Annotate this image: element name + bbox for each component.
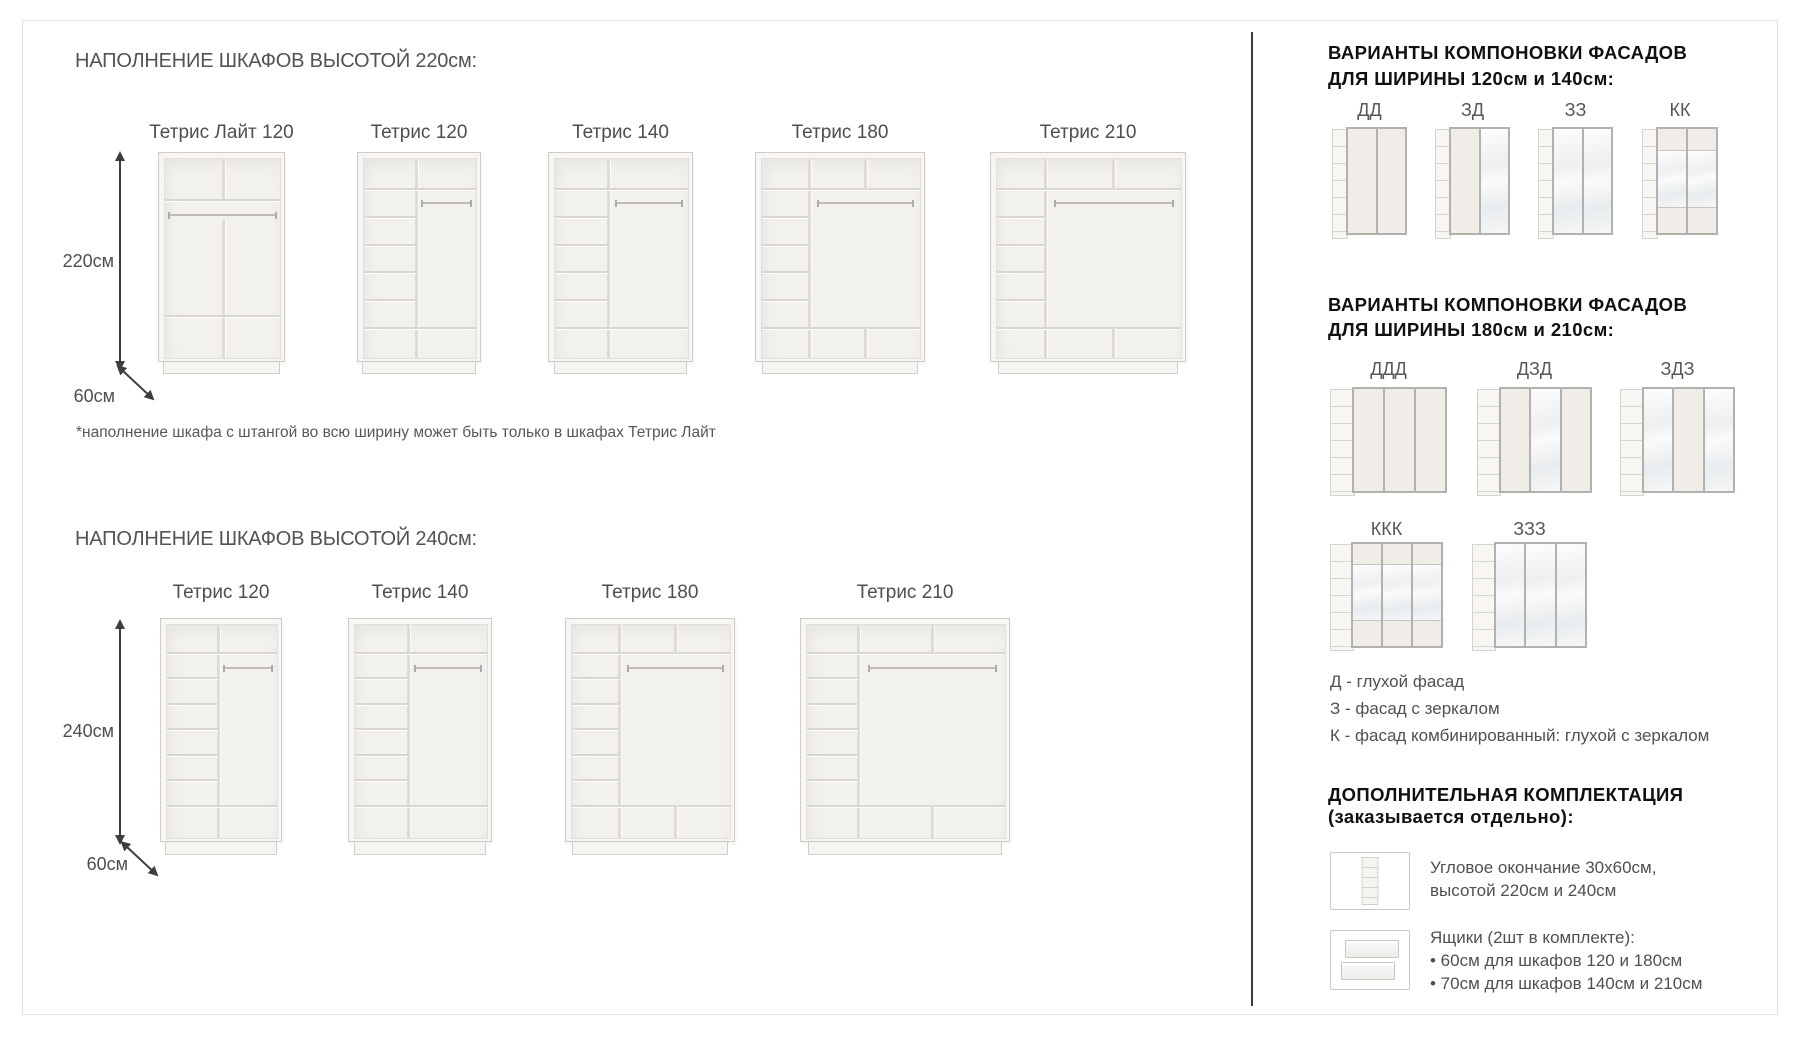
divider-line bbox=[222, 159, 225, 200]
legend-line-k: К - фасад комбинированный: глухой с зеркалом bbox=[1330, 726, 1710, 745]
wardrobe-body bbox=[755, 152, 925, 362]
depth-dim-label-220: 60см bbox=[73, 386, 115, 406]
combined-door-mirror bbox=[1688, 151, 1716, 208]
mirror-door bbox=[1555, 542, 1587, 648]
extras-item1-line1: Угловое окончание 30х60см, bbox=[1430, 858, 1657, 877]
solid-door bbox=[1414, 387, 1447, 493]
mirror-door bbox=[1479, 127, 1510, 235]
hanging-rod bbox=[615, 202, 683, 204]
wardrobe-interior bbox=[164, 158, 281, 359]
facade-option-КК bbox=[1642, 127, 1718, 240]
shelf-line bbox=[762, 271, 809, 273]
divider-line bbox=[864, 328, 867, 358]
facade-option-label: ЗЗЗ bbox=[1513, 519, 1546, 539]
shelf-line bbox=[355, 677, 408, 679]
combined-door-top bbox=[1688, 129, 1716, 151]
extras-item2-text bbox=[1430, 926, 1702, 995]
wardrobe-plinth bbox=[354, 841, 487, 855]
shelf-line bbox=[807, 703, 858, 705]
wardrobe-body bbox=[548, 152, 693, 362]
wardrobe-diagram bbox=[158, 152, 285, 374]
shelf-line bbox=[997, 327, 1181, 329]
facade-group1-heading-line1: ВАРИАНТЫ КОМПОНОВКИ ФАСАДОВ bbox=[1328, 42, 1688, 63]
shelf-line bbox=[762, 188, 809, 190]
shelf-line bbox=[167, 652, 218, 654]
rod-end bbox=[817, 200, 819, 207]
divider-line bbox=[931, 625, 934, 653]
combined-door-bottom bbox=[1353, 620, 1381, 645]
facade-option-ЗЗЗ bbox=[1472, 542, 1587, 652]
wardrobe-interior bbox=[806, 624, 1006, 839]
rod-end bbox=[627, 665, 629, 672]
hanging-rod bbox=[168, 214, 276, 216]
shelf-line bbox=[167, 677, 218, 679]
rod-end bbox=[421, 200, 423, 207]
mirror-door bbox=[1642, 387, 1674, 493]
door-panels bbox=[1494, 542, 1587, 648]
wardrobe-plinth bbox=[163, 361, 280, 374]
combined-door-top bbox=[1383, 544, 1411, 565]
wardrobe-body bbox=[160, 618, 282, 842]
shelf-line bbox=[807, 754, 858, 756]
shelf-line bbox=[167, 728, 218, 730]
shelf-line bbox=[572, 677, 619, 679]
shelf-line bbox=[167, 779, 218, 781]
facade-option-label: ДЗД bbox=[1516, 359, 1553, 379]
rod-end bbox=[470, 200, 472, 207]
wardrobe-body bbox=[357, 152, 481, 362]
divider-line bbox=[1112, 328, 1115, 358]
combined-door-top bbox=[1413, 544, 1441, 565]
shelf-line bbox=[997, 271, 1045, 273]
hanging-rod bbox=[627, 667, 723, 669]
rod-end bbox=[414, 665, 416, 672]
side-shelf-column bbox=[1620, 389, 1644, 496]
rod-end bbox=[722, 665, 724, 672]
door-panels bbox=[1352, 387, 1447, 493]
rod-end bbox=[912, 200, 914, 207]
shelf-line bbox=[355, 779, 408, 781]
door-panels bbox=[1499, 387, 1592, 493]
rod-end bbox=[681, 200, 683, 207]
wardrobe-label: Тетрис 210 bbox=[1039, 122, 1137, 143]
hanging-rod bbox=[421, 202, 471, 204]
solid-door bbox=[1499, 387, 1531, 493]
wardrobe-label: Тетрис Лайт 120 bbox=[149, 122, 294, 143]
wardrobe-interior bbox=[363, 158, 477, 359]
shelf-line bbox=[364, 188, 416, 190]
shelf-line bbox=[572, 754, 619, 756]
shelf-line bbox=[555, 216, 608, 218]
shelf-line bbox=[762, 216, 809, 218]
combined-door-top bbox=[1658, 129, 1686, 151]
extras-item2-line2: • 60см для шкафов 120 и 180см bbox=[1430, 951, 1683, 970]
facade-option-ДДД bbox=[1330, 387, 1447, 497]
facade-option-label: ДД bbox=[1357, 100, 1382, 120]
facade-option-ККК bbox=[1330, 542, 1443, 652]
shelf-line bbox=[555, 327, 688, 329]
shelf-line bbox=[572, 805, 730, 807]
wardrobe-body bbox=[565, 618, 735, 842]
combined-door-bottom bbox=[1413, 620, 1441, 645]
side-shelf-column bbox=[1477, 389, 1501, 496]
wardrobe-plinth bbox=[362, 361, 476, 374]
legend-line-d: Д - глухой фасад bbox=[1330, 672, 1465, 691]
wardrobe-interior bbox=[166, 624, 278, 839]
mirror-door bbox=[1703, 387, 1735, 493]
facade-group2-heading-line1: ВАРИАНТЫ КОМПОНОВКИ ФАСАДОВ bbox=[1328, 294, 1688, 315]
door-panels bbox=[1449, 127, 1510, 235]
shelf-line bbox=[165, 199, 280, 201]
combined-door bbox=[1381, 542, 1413, 648]
rod-end bbox=[995, 665, 997, 672]
wardrobe-interior bbox=[554, 158, 689, 359]
shelf-line bbox=[997, 188, 1045, 190]
combined-door-mirror bbox=[1383, 565, 1411, 620]
shelf-line bbox=[408, 652, 487, 654]
extras-heading-line2: (заказывается отдельно): bbox=[1328, 806, 1574, 827]
hanging-rod bbox=[223, 667, 273, 669]
hanging-rod bbox=[1054, 202, 1174, 204]
combined-door-bottom bbox=[1383, 620, 1411, 645]
shelf-line bbox=[762, 299, 809, 301]
solid-door bbox=[1449, 127, 1480, 235]
shelf-line bbox=[364, 271, 416, 273]
facade-option-ЗДЗ bbox=[1620, 387, 1735, 497]
side-shelf-column bbox=[1330, 389, 1355, 496]
depth-arrow-220 bbox=[122, 370, 148, 395]
facade-option-label: ДДД bbox=[1370, 359, 1407, 379]
shelf-line bbox=[807, 728, 858, 730]
wardrobe-label: Тетрис 180 bbox=[601, 582, 699, 603]
wardrobe-label: Тетрис 180 bbox=[791, 122, 889, 143]
divider-line bbox=[931, 806, 934, 838]
facade-option-ЗЗ bbox=[1538, 127, 1613, 240]
wardrobe-diagram bbox=[160, 618, 282, 855]
wardrobe-body bbox=[990, 152, 1186, 362]
wardrobe-plinth bbox=[998, 361, 1178, 374]
wardrobe-plinth bbox=[808, 841, 1001, 855]
height-arrow-220 bbox=[119, 160, 121, 362]
shelf-line bbox=[355, 754, 408, 756]
shelf-line bbox=[364, 327, 476, 329]
door-panels bbox=[1346, 127, 1407, 235]
combined-door-mirror bbox=[1413, 565, 1441, 620]
rod-end bbox=[1172, 200, 1174, 207]
wardrobe-label: Тетрис 120 bbox=[172, 582, 270, 603]
section-240-heading: НАПОЛНЕНИЕ ШКАФОВ ВЫСОТОЙ 240см: bbox=[75, 528, 477, 550]
door-panels bbox=[1552, 127, 1613, 235]
shelf-line bbox=[572, 728, 619, 730]
mirror-door bbox=[1552, 127, 1583, 235]
facade-option-ДД bbox=[1332, 127, 1407, 240]
shelf-line bbox=[165, 315, 280, 317]
height-dim-label-240: 240см bbox=[62, 721, 114, 741]
shelf-line bbox=[355, 728, 408, 730]
shelf-line bbox=[762, 244, 809, 246]
footnote: *наполнение шкафа с штангой во всю ширину может быть только в шкафах Тетрис Лайт bbox=[76, 424, 716, 441]
legend-line-z: З - фасад с зеркалом bbox=[1330, 699, 1500, 718]
facade-option-ДЗД bbox=[1477, 387, 1592, 497]
wardrobe-label: Тетрис 140 bbox=[371, 582, 469, 603]
rod-end bbox=[615, 200, 617, 207]
combined-door bbox=[1656, 127, 1688, 235]
shelf-line bbox=[167, 805, 277, 807]
extras-item2-line3: • 70см для шкафов 140см и 210см bbox=[1430, 974, 1703, 993]
shelf-line bbox=[167, 754, 218, 756]
corner-end-icon bbox=[1330, 852, 1410, 910]
shelf-line bbox=[997, 244, 1045, 246]
shelf-line bbox=[218, 652, 277, 654]
shelf-line bbox=[555, 271, 608, 273]
extras-item1-text bbox=[1430, 856, 1656, 902]
side-shelf-column bbox=[1330, 544, 1354, 651]
wardrobe-interior bbox=[761, 158, 921, 359]
rod-end bbox=[223, 665, 225, 672]
height-arrow-240 bbox=[119, 628, 121, 836]
wardrobe-diagram bbox=[990, 152, 1186, 374]
solid-door bbox=[1672, 387, 1704, 493]
shelf-line bbox=[572, 779, 619, 781]
extras-item1-line2: высотой 220см и 240см bbox=[1430, 881, 1617, 900]
divider-line bbox=[674, 625, 677, 653]
door-panels bbox=[1656, 127, 1718, 235]
facade-option-label: КК bbox=[1669, 100, 1691, 120]
wardrobe-diagram bbox=[348, 618, 492, 855]
shelf-line bbox=[355, 652, 408, 654]
height-dim-label-220: 220см bbox=[62, 251, 114, 271]
solid-door bbox=[1560, 387, 1592, 493]
wardrobe-diagram bbox=[755, 152, 925, 374]
wardrobe-plinth bbox=[572, 841, 728, 855]
door-panels bbox=[1642, 387, 1735, 493]
wardrobe-body bbox=[800, 618, 1010, 842]
mirror-door bbox=[1524, 542, 1556, 648]
shelf-line bbox=[364, 216, 416, 218]
solid-door bbox=[1383, 387, 1416, 493]
wardrobe-diagram bbox=[800, 618, 1010, 855]
shelf-line bbox=[364, 244, 416, 246]
divider-line bbox=[1112, 159, 1115, 189]
wardrobe-plinth bbox=[554, 361, 687, 374]
wardrobe-body bbox=[348, 618, 492, 842]
depth-dim-label-240: 60см bbox=[86, 854, 128, 874]
combined-door-bottom bbox=[1688, 207, 1716, 233]
wardrobe-label: Тетрис 140 bbox=[572, 122, 669, 143]
extras-item2-line1: Ящики (2шт в комплекте): bbox=[1430, 928, 1635, 947]
wardrobe-interior bbox=[571, 624, 731, 839]
shelf-line bbox=[555, 188, 608, 190]
rod-end bbox=[271, 665, 273, 672]
hanging-rod bbox=[868, 667, 997, 669]
solid-door bbox=[1376, 127, 1407, 235]
section-220-heading: НАПОЛНЕНИЕ ШКАФОВ ВЫСОТОЙ 220см: bbox=[75, 50, 477, 72]
combined-door-top bbox=[1353, 544, 1381, 565]
divider-line bbox=[674, 806, 677, 838]
wardrobe-interior bbox=[996, 158, 1182, 359]
door-panels bbox=[1351, 542, 1443, 648]
combined-door-mirror bbox=[1353, 565, 1381, 620]
shelf-line bbox=[555, 299, 608, 301]
shelf-line bbox=[807, 779, 858, 781]
shelf-line bbox=[807, 652, 858, 654]
extras-heading-line1: ДОПОЛНИТЕЛЬНАЯ КОМПЛЕКТАЦИЯ bbox=[1328, 784, 1684, 805]
wardrobe-diagram bbox=[357, 152, 481, 374]
shelf-line bbox=[572, 703, 619, 705]
solid-door bbox=[1352, 387, 1385, 493]
rod-end bbox=[868, 665, 870, 672]
wardrobe-plinth bbox=[165, 841, 277, 855]
rod-end bbox=[1054, 200, 1056, 207]
facade-option-label: ККК bbox=[1370, 519, 1403, 539]
facade-option-label: ЗДЗ bbox=[1660, 359, 1695, 379]
shelf-line bbox=[416, 188, 476, 190]
shelf-line bbox=[555, 244, 608, 246]
mirror-door bbox=[1582, 127, 1613, 235]
drawers-icon bbox=[1330, 930, 1410, 990]
shelf-line bbox=[807, 805, 1005, 807]
combined-door bbox=[1411, 542, 1443, 648]
side-shelf-column bbox=[1472, 544, 1496, 651]
shelf-line bbox=[997, 216, 1045, 218]
wardrobe-label: Тетрис 210 bbox=[856, 582, 954, 603]
shelf-line bbox=[608, 188, 688, 190]
divider-line bbox=[222, 220, 225, 358]
facade-option-ЗД bbox=[1435, 127, 1510, 240]
rod-end bbox=[168, 212, 170, 219]
combined-door-bottom bbox=[1658, 207, 1686, 233]
solid-door bbox=[1346, 127, 1377, 235]
shelf-line bbox=[572, 652, 619, 654]
facade-option-label: ЗЗ bbox=[1564, 100, 1587, 120]
facade-option-label: ЗД bbox=[1460, 100, 1485, 120]
mirror-door bbox=[1529, 387, 1561, 493]
shelf-line bbox=[355, 703, 408, 705]
wardrobe-label: Тетрис 120 bbox=[370, 122, 468, 143]
mirror-door bbox=[1494, 542, 1526, 648]
facade-group2-heading-line2: ДЛЯ ШИРИНЫ 180см и 210см: bbox=[1328, 319, 1615, 340]
wardrobe-diagram bbox=[548, 152, 693, 374]
shelf-line bbox=[355, 805, 487, 807]
hanging-rod bbox=[414, 667, 481, 669]
shelf-line bbox=[807, 677, 858, 679]
shelf-line bbox=[997, 299, 1045, 301]
wardrobe-plinth bbox=[762, 361, 918, 374]
wardrobe-interior bbox=[354, 624, 488, 839]
shelf-line bbox=[167, 703, 218, 705]
rod-end bbox=[480, 665, 482, 672]
rod-end bbox=[275, 212, 277, 219]
combined-door-mirror bbox=[1658, 151, 1686, 208]
hanging-rod bbox=[817, 202, 913, 204]
shelf-line bbox=[364, 299, 416, 301]
divider-line bbox=[864, 159, 867, 189]
wardrobe-body bbox=[158, 152, 285, 362]
shelf-line bbox=[762, 327, 920, 329]
panel-divider-line bbox=[1251, 32, 1253, 1006]
combined-door bbox=[1686, 127, 1718, 235]
depth-arrow-240 bbox=[126, 846, 152, 871]
combined-door bbox=[1351, 542, 1383, 648]
facade-group1-heading-line2: ДЛЯ ШИРИНЫ 120см и 140см: bbox=[1328, 68, 1615, 89]
wardrobe-diagram bbox=[565, 618, 735, 855]
